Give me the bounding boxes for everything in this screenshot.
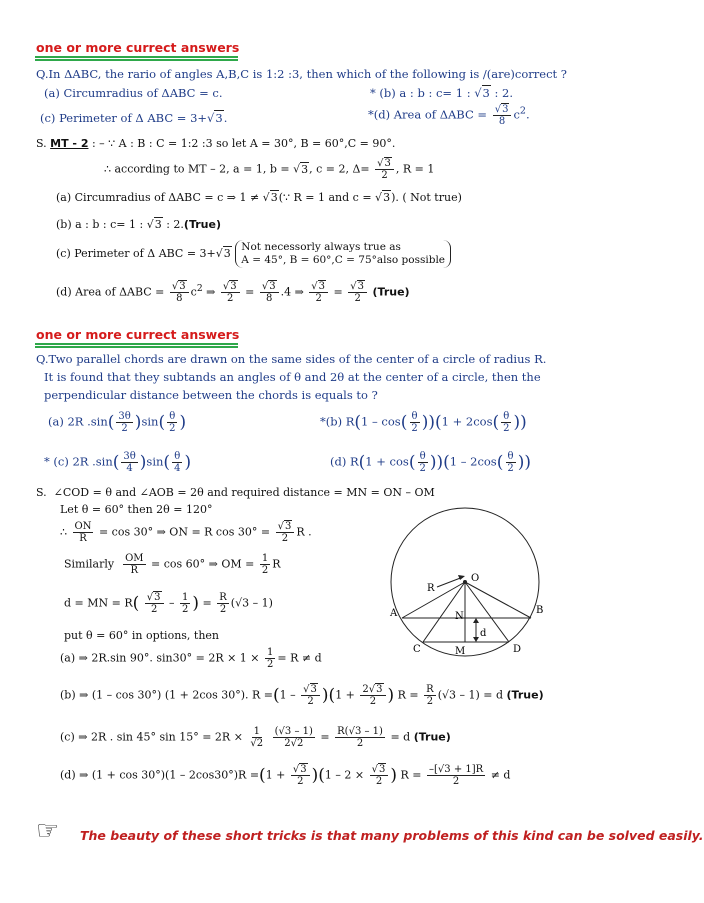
- solution-1-a: (a) Circumradius of ΔABC = c ⇒ 1 ≠ √3(∵ R = 1 and c = √3). ( Not true): [56, 191, 462, 204]
- label-n: N: [455, 611, 464, 622]
- label-r: R: [427, 583, 435, 594]
- option-1b: * (b) a : b : c= 1 : √3 : 2.: [370, 86, 514, 100]
- header-underline: [35, 346, 238, 348]
- option-2c: * (c) 2R .sin( $\frac{3\theta}{4}$ )sin( $\frac{\theta}{4}$ ): [44, 451, 192, 474]
- question-2-line1: Q.Two parallel chords are drawn on the same sides of the center of a circle of radius R.: [36, 352, 547, 366]
- solution-1-d: (d) Area of ΔABC = $\frac{√3}{8}$ $c^2$ ⇒ $\frac{√3}{2}$ = $\frac{√3}{8}$ .4 ⇒ $\frac{√3}{2}$ = $\frac{√3}{2}$ (True): [56, 281, 410, 304]
- solution-2-line5: d = MN = R( $\frac{√3}{2}$ – $\frac{1}{2}$ ) = $\frac{R}{2}$ (√3 – 1): [64, 592, 273, 615]
- section2-header: one or more currect answers: [36, 327, 240, 342]
- label-m: M: [455, 646, 466, 657]
- footer-text: The beauty of these short tricks is that many problems of this kind can be solved easily.: [80, 828, 704, 843]
- pointing-hand-icon: ☞: [36, 816, 60, 846]
- option-2b: *(b) R(1 – cos( $\frac{\theta}{2}$ ))(1 + 2cos( $\frac{\theta}{2}$ )): [320, 411, 527, 434]
- radius-od: [465, 582, 509, 642]
- label-o: O: [471, 573, 480, 584]
- solution-2-line2: Let θ = 60° then 2θ = 120°: [60, 503, 213, 516]
- arrow-head-down: [473, 637, 479, 642]
- solution-2-line4: Similarly $\frac{OM}{R}$ = cos 60° ⇒ OM = $\frac{1}{2}$ R: [64, 553, 281, 576]
- label-b: B: [536, 605, 544, 616]
- solution-2-a: (a) ⇒ 2R.sin 90°. sin30° = 2R × 1 × $\frac{1}{2}$ = R ≠ d: [60, 647, 322, 670]
- solution-1-c: (c) Perimeter of Δ ABC = 3+√3 Not necessorly always true as A = 45°, B = 60°,C = 75°also possible: [56, 240, 451, 268]
- solution-2-line6: put θ = 60° in options, then: [64, 629, 220, 642]
- section1-header: one or more currect answers: [36, 40, 240, 55]
- option-2d: (d) R(1 + cos( $\frac{\theta}{2}$ ))(1 – 2cos( $\frac{\theta}{2}$ )): [330, 451, 531, 474]
- option-2a: (a) 2R .sin( $\frac{3\theta}{2}$ )sin( $\frac{\theta}{2}$ ): [48, 411, 187, 434]
- solution-1-b: (b) a : b : c= 1 : √3 : 2.(True): [56, 218, 221, 231]
- header-underline: [35, 59, 238, 61]
- solution-1-line2: ∴ according to MT – 2, a = 1, b = √3, c = 2, Δ= $\frac{√3}{2}$ , R = 1: [104, 158, 435, 181]
- label-d: D: [513, 644, 522, 655]
- label-a: A: [390, 608, 398, 619]
- radius-arrow-head: [458, 575, 465, 580]
- header-underline: [35, 343, 238, 345]
- question-1: Q.In ΔABC, the rario of angles A,B,C is 1:2 :3, then which of the following is /(are)correct ?: [36, 67, 567, 81]
- option-1c: (c) Perimeter of Δ ABC = 3+√3.: [40, 111, 228, 125]
- question-2-line2: It is found that they subtands an angles of θ and 2θ at the center of a circle, then the: [44, 370, 541, 384]
- solution-2-line1: S. ∠COD = θ and ∠AOB = 2θ and required distance = MN = ON – OM: [36, 486, 435, 499]
- circle-diagram: [385, 515, 550, 665]
- center-point: [463, 580, 467, 584]
- option-1d: *(d) Area of ΔABC = $\frac{√3}{8}$ $c^2$.: [368, 104, 530, 127]
- radius-ob: [465, 582, 531, 618]
- header-underline: [35, 56, 238, 58]
- solution-2-c: (c) ⇒ 2R . sin 45° sin 15° = 2R × $\frac{1}{√2}$ $\frac{(√3 - 1)}{2√2}$ = $\frac{R(√3 - 1)}{2}$ = d (True): [60, 726, 451, 749]
- label-d-distance: d: [480, 628, 487, 639]
- solution-2-d: (d) ⇒ (1 + cos 30°)(1 – 2cos30°)R =(1 + $\frac{√3}{2}$ )(1 – 2 × $\frac{√3}{2}$ ) R = $\frac{-[√3 + 1]R}{2}$ ≠ d: [60, 764, 511, 787]
- arrow-head-up: [473, 618, 479, 623]
- solution-2-b: (b) ⇒ (1 – cos 30°) (1 + 2cos 30°). R =(1 – $\frac{√3}{2}$ )(1 + $\frac{2√3}{2}$ ) R = $\frac{R}{2}$ (√3 – 1) = d (True): [60, 684, 544, 707]
- option-1a: (a) Circumradius of ΔABC = c.: [44, 86, 223, 100]
- solution-2-line3: ∴ $\frac{ON}{R}$ = cos 30° ⇒ ON = R cos 30° = $\frac{√3}{2}$ R .: [60, 521, 312, 544]
- note-box: Not necessorly always true as A = 45°, B = 60°,C = 75°also possible: [235, 240, 451, 268]
- question-2-line3: perpendicular distance between the chords is equals to ?: [44, 388, 378, 402]
- label-c: C: [413, 644, 421, 655]
- solution-1-line1: S. MT - 2 : – ∵ A : B : C = 1:2 :3 so let A = 30°, B = 60°,C = 90°.: [36, 137, 396, 150]
